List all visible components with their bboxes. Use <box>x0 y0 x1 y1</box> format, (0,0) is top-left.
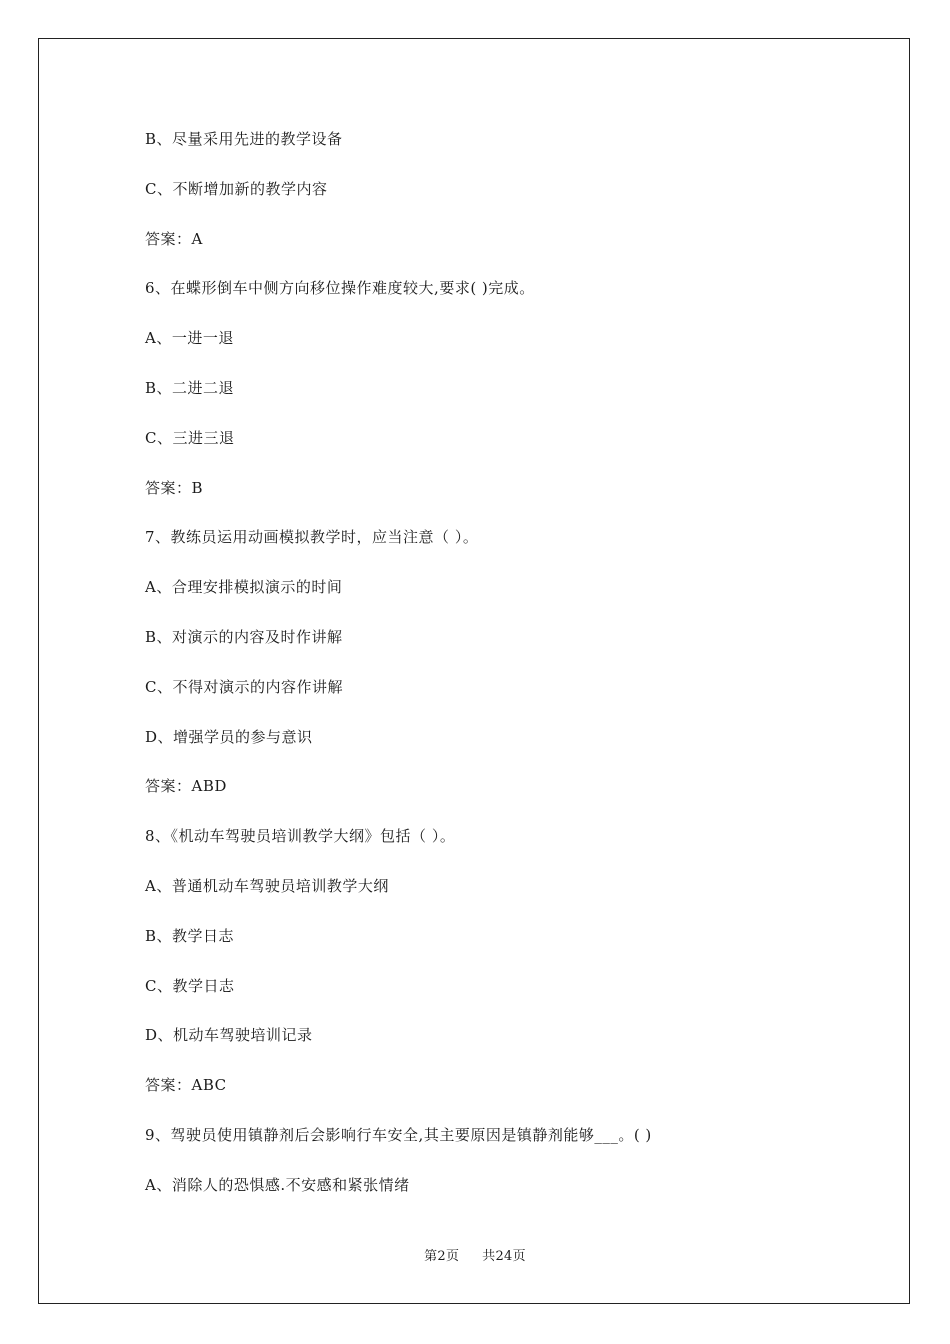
answer-q5: 答案：A <box>145 229 203 248</box>
option-b-q6: B、二进二退 <box>145 378 235 397</box>
question-9: 9、驾驶员使用镇静剂后会影响行车安全,其主要原因是镇静剂能够___。( ) <box>145 1125 652 1144</box>
option-d-q7: D、增强学员的参与意识 <box>145 727 313 746</box>
option-c-q7: C、不得对演示的内容作讲解 <box>145 677 343 696</box>
page-footer <box>0 1245 950 1264</box>
question-6: 6、在蝶形倒车中侧方向移位操作难度较大,要求( )完成。 <box>145 279 535 298</box>
page-total: 共24页 <box>482 1249 526 1264</box>
option-c-q5: C、不断增加新的教学内容 <box>145 179 328 198</box>
option-b-q5: B、尽量采用先进的教学设备 <box>145 130 343 148</box>
option-b-q7: B、对演示的内容及时作讲解 <box>145 627 343 646</box>
question-7: 7、教练员运用动画模拟教学时，应当注意（ ）。 <box>145 528 479 547</box>
answer-q7: 答案：ABD <box>145 777 227 796</box>
option-b-q8: B、教学日志 <box>145 926 235 945</box>
answer-q8: 答案：ABC <box>145 1076 227 1095</box>
option-a-q6: A、一进一退 <box>145 329 234 348</box>
document-body <box>145 124 845 1220</box>
option-c-q8: C、教学日志 <box>145 976 235 995</box>
option-a-q9: A、消除人的恐惧感.不安感和紧张情绪 <box>145 1175 410 1194</box>
option-c-q6: C、三进三退 <box>145 428 235 447</box>
answer-q6: 答案：B <box>145 478 204 497</box>
question-8: 8、《机动车驾驶员培训教学大纲》包括（ ）。 <box>145 827 456 846</box>
option-a-q7: A、合理安排模拟演示的时间 <box>145 578 343 597</box>
option-d-q8: D、机动车驾驶培训记录 <box>145 1026 313 1045</box>
option-a-q8: A、普通机动车驾驶员培训教学大纲 <box>145 876 389 895</box>
page-number: 第2页 <box>424 1249 460 1264</box>
